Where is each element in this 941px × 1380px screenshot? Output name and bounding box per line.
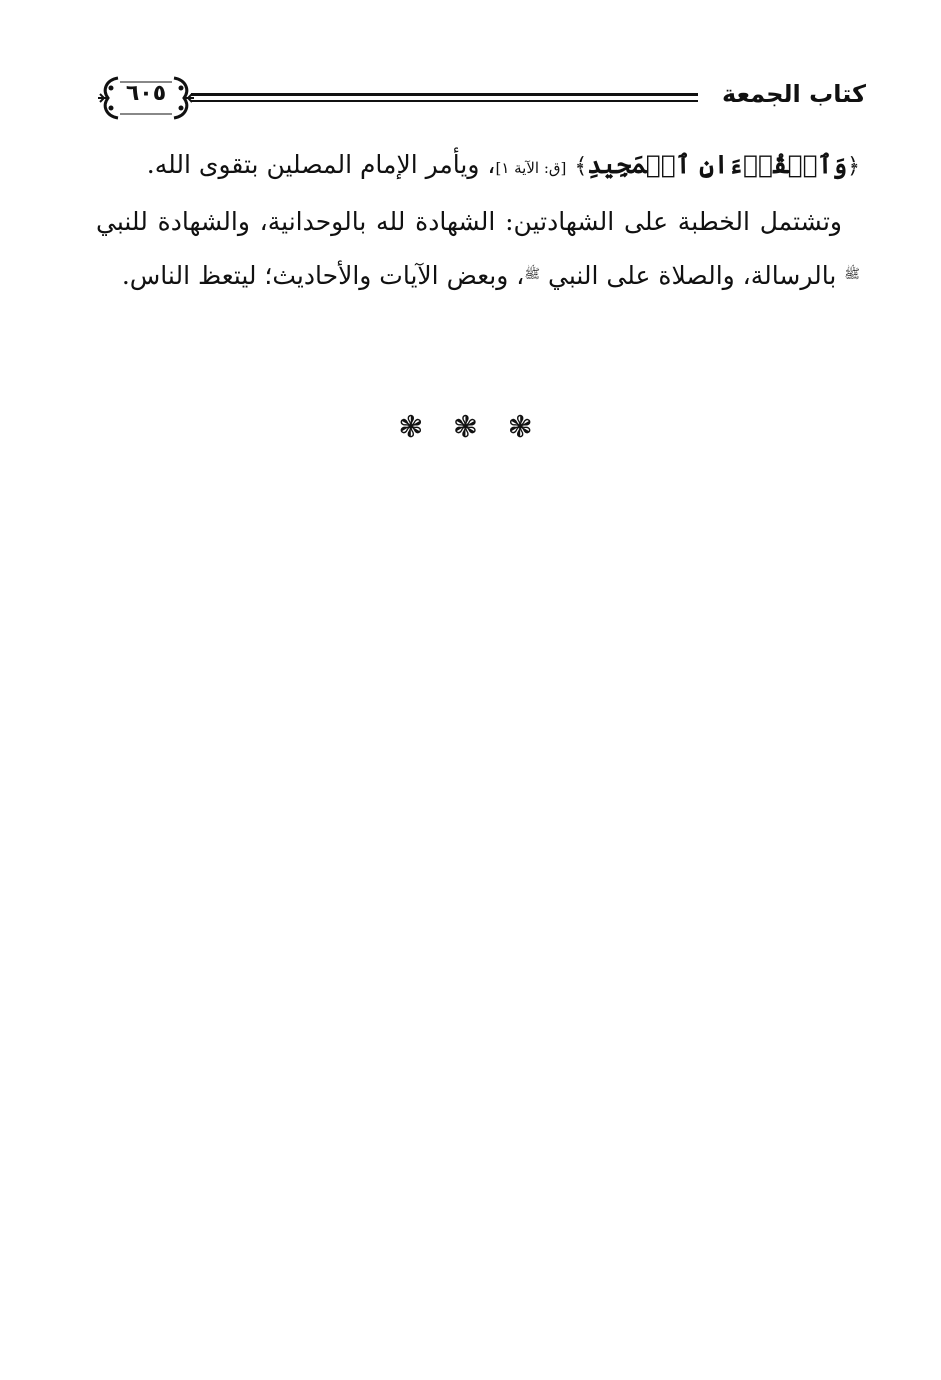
page-number-badge [96, 70, 196, 126]
quran-verse: وَٱلۡقُرۡءَانِ ٱلۡمَجِيدِ [587, 150, 848, 179]
pbuh-symbol-icon: ﷺ [524, 267, 541, 282]
header-rule [191, 93, 698, 96]
section-separator-icon: ❃ ❃ ❃ [398, 410, 543, 445]
pbuh-symbol-icon: ﷺ [844, 267, 860, 282]
paragraph-2 [96, 195, 860, 302]
paragraph-2-text-b: بالرسالة، والصلاة على النبي [547, 261, 837, 290]
paragraph-1 [96, 138, 860, 195]
verse-citation: [ق: الآية ١] [495, 159, 567, 177]
paragraph-2-text-c: ، وبعض الآيات والأحاديث؛ ليتعظ الناس. [121, 261, 525, 290]
page-number: ٦٠٥ [125, 81, 167, 106]
paragraph-2-text-a: وتشتمل الخطبة على الشهادتين: الشهادة لله بالوحدانية، والشهادة للنبي [96, 207, 842, 236]
book-title: كتاب الجمعة [722, 80, 866, 108]
header-rule-thin [191, 100, 698, 102]
quran-open-bracket: ﴿ [847, 154, 860, 179]
body-text [96, 138, 860, 302]
quran-close-bracket: ﴾ [574, 154, 588, 179]
paragraph-1-text: ، ويأمر الإمام المصلين بتقوى الله. [146, 150, 496, 179]
page-header [96, 70, 866, 126]
